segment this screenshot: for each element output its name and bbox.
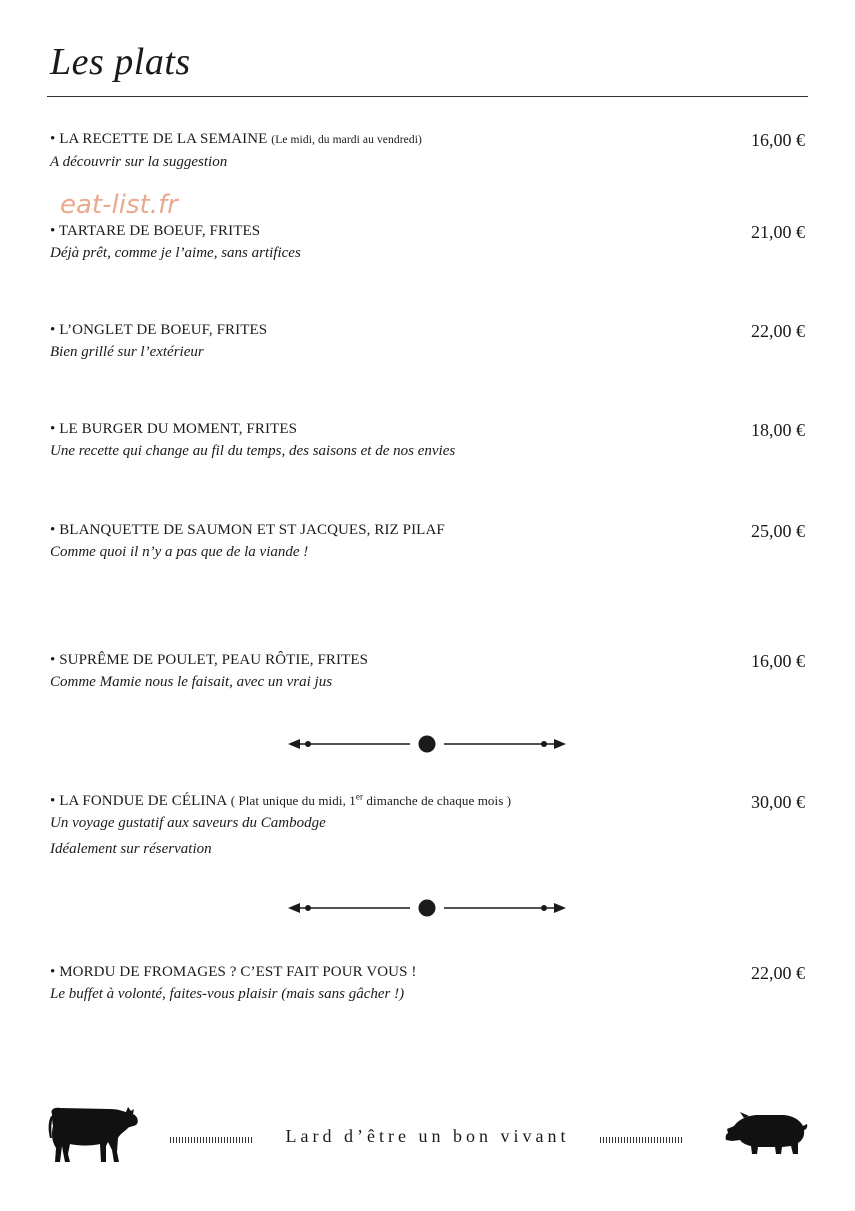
item-name: • LA RECETTE DE LA SEMAINE xyxy=(50,131,268,147)
item-name: • BLANQUETTE DE SAUMON ET ST JACQUES, RIZ PILAF xyxy=(50,522,445,538)
item-price: 22,00 € xyxy=(751,963,805,983)
ornament-divider xyxy=(286,734,568,754)
watermark: eat-list.fr xyxy=(60,190,178,220)
menu-item-supreme-poulet xyxy=(50,651,805,695)
item-price: 16,00 € xyxy=(751,651,805,671)
menu-item-burger xyxy=(50,420,805,464)
item-price: 16,00 € xyxy=(751,130,805,150)
item-price: 30,00 € xyxy=(751,792,805,812)
page-title: Les plats xyxy=(50,41,191,83)
item-description: A découvrir sur la suggestion xyxy=(50,154,228,170)
pig-icon xyxy=(724,1110,808,1156)
item-price: 25,00 € xyxy=(751,521,805,541)
footer-tagline: Lard d’être un bon vivant xyxy=(285,1126,570,1146)
menu-item-tartare xyxy=(50,222,805,266)
menu-item-fondue-celina xyxy=(50,792,805,862)
menu-item-onglet xyxy=(50,321,805,365)
item-description: Comme quoi il n’y a pas que de la viande ! xyxy=(50,544,309,560)
item-name: • MORDU DE FROMAGES ? C’EST FAIT POUR VOUS ! xyxy=(50,964,417,980)
menu-item-recette-semaine xyxy=(50,130,805,175)
item-name: • TARTARE DE BOEUF, FRITES xyxy=(50,223,261,239)
item-description: Une recette qui change au fil du temps, des saisons et de nos envies xyxy=(50,443,456,459)
item-name: • LA FONDUE DE CÉLINA xyxy=(50,793,228,809)
item-description: Déjà prêt, comme je l’aime, sans artifices xyxy=(50,245,301,261)
footer-rule-right xyxy=(600,1137,684,1143)
item-price: 21,00 € xyxy=(751,222,805,242)
item-description: Bien grillé sur l’extérieur xyxy=(50,344,204,360)
item-description: Le buffet à volonté, faites-vous plaisir (mais sans gâcher !) xyxy=(50,986,405,1002)
menu-item-blanquette xyxy=(50,521,805,565)
item-description: Comme Mamie nous le faisait, avec un vrai jus xyxy=(50,674,333,690)
item-name: • SUPRÊME DE POULET, PEAU RÔTIE, FRITES xyxy=(50,652,369,668)
item-name: • L’ONGLET DE BOEUF, FRITES xyxy=(50,322,268,338)
menu-item-fromages xyxy=(50,963,805,1007)
title-rule xyxy=(47,96,808,97)
item-description: Idéalement sur réservation xyxy=(50,841,212,857)
item-name: • LE BURGER DU MOMENT, FRITES xyxy=(50,421,298,437)
item-price: 22,00 € xyxy=(751,321,805,341)
item-price: 18,00 € xyxy=(751,420,805,440)
item-note: ( Plat unique du midi, 1er dimanche de chaque mois ) xyxy=(227,791,512,808)
item-description: Un voyage gustatif aux saveurs du Cambodge xyxy=(50,815,326,831)
item-note: (Le midi, du mardi au vendredi) xyxy=(271,134,422,146)
ornament-divider xyxy=(286,898,568,918)
